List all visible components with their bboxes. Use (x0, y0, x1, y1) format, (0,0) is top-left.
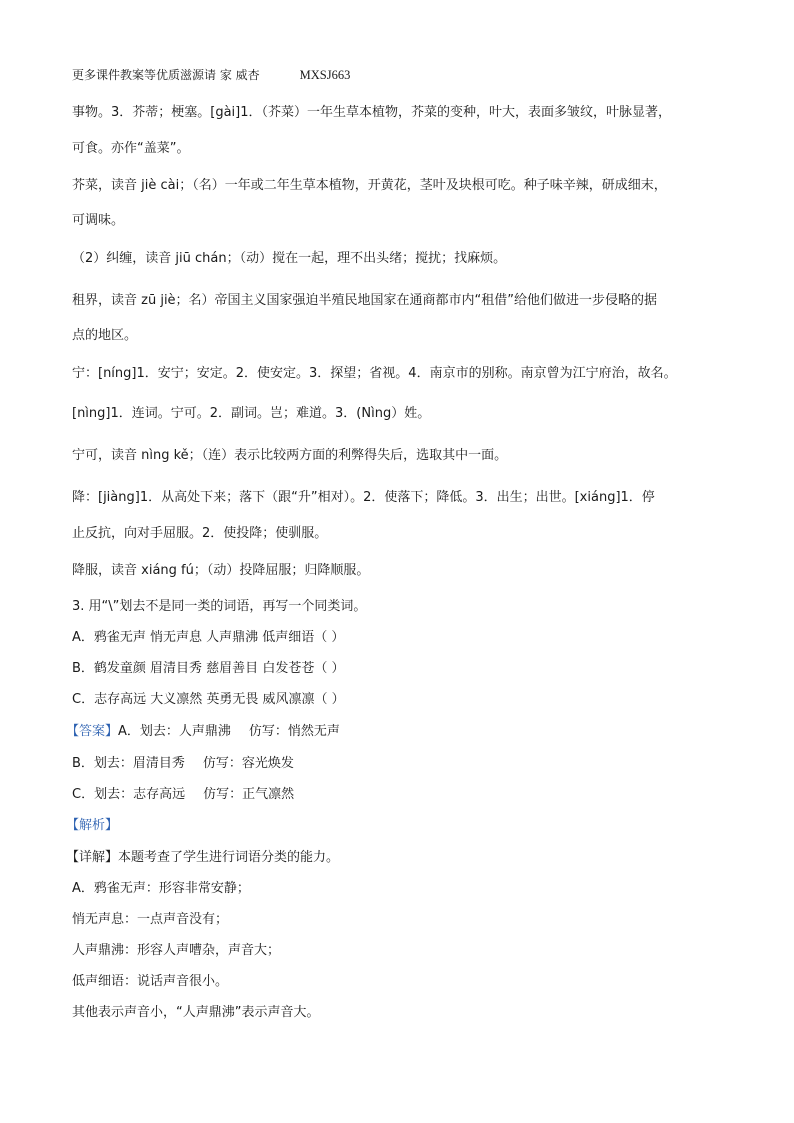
answer-a-text: A．划去：人声鼎沸 (118, 724, 231, 739)
detail-line (66, 850, 716, 866)
analysis-line: 低声细语：说话声音很小。 (72, 974, 229, 989)
answer-b-text: B．划去：眉清目秀 (72, 756, 185, 771)
paragraph-line: 芥菜，读音 jiè cài；（名）一年或二年生草本植物，开黄花，茎叶及块根可吃。种子味辛辣，研成细末， (72, 178, 667, 193)
paragraph-line: 事物。3．芥蒂；梗塞。[gài]1．（芥菜）一年生草本植物，芥菜的变种，叶大，表面多皱纹，叶脉显著， (72, 105, 672, 120)
answer-c-write: 仿写：正气凛然 (203, 787, 295, 802)
paragraph-line: 宁：[níng]1．安宁；安定。2．使安定。3．探望；省视。4．南京市的别称。南京曾为江宁府治，故名。 (72, 366, 677, 381)
detail-tag: 【详解】 (66, 850, 119, 865)
analysis-tag-text: 【解析】 (66, 818, 119, 833)
question-option: A．鸦雀无声 悄无声息 人声鼎沸 低声细语（ ） (72, 630, 345, 645)
answer-tag: 【答案】 (66, 724, 119, 739)
answer-b-write: 仿写：容光焕发 (202, 756, 294, 771)
detail-text: 本题考查了学生进行词语分类的能力。 (118, 850, 340, 865)
paragraph-line: 止反抗，向对手屈服。2．使投降；使驯服。 (72, 526, 328, 541)
header-code: MXSJ663 (299, 68, 351, 82)
paragraph-line: [nìng]1．连词。宁可。2．副词。岂；难道。3．(Nìng）姓。 (72, 406, 431, 421)
paragraph-line: 点的地区。 (72, 328, 138, 343)
header-text: 更多课件教案等优质滋源请 家 威杏 (72, 68, 260, 82)
answer-line-c (72, 787, 722, 803)
paragraph-line: 降：[jiàng]1．从高处下来；落下（跟“升”相对）。2．使落下；降低。3．出生；出世。[xiáng]1．停 (72, 490, 655, 505)
answer-line-a (66, 724, 716, 740)
analysis-line: A．鸦雀无声：形容非常安静； (72, 881, 250, 896)
paragraph-line: 租界，读音 zū jiè；名）帝国主义国家强迫半殖民地国家在通商都市内“租借”给他们做进一步侵略的据 (72, 293, 658, 308)
paragraph-line: 降服，读音 xiáng fú；（动）投降屈服；归降顺服。 (72, 563, 370, 578)
question-stem: 3. 用“\”划去不是同一类的词语，再写一个同类词。 (72, 599, 367, 614)
paragraph-line: 可调味。 (72, 213, 125, 228)
answer-c-text: C．划去：志存高远 (72, 787, 186, 802)
analysis-line: 人声鼎沸：形容人声嘈杂，声音大； (72, 943, 281, 958)
answer-a-write: 仿写：悄然无声 (248, 724, 340, 739)
question-option: B．鹤发童颜 眉清目秀 慈眉善目 白发苍苍（ ） (72, 661, 345, 676)
answer-line-b (72, 756, 722, 772)
analysis-line: 悄无声息：一点声音没有； (72, 912, 229, 927)
paragraph-line: 宁可，读音 nìng kě；（连）表示比较两方面的利弊得失后，选取其中一面。 (72, 448, 508, 463)
page-header (72, 67, 722, 83)
analysis-line: 其他表示声音小，“人声鼎沸”表示声音大。 (72, 1005, 320, 1020)
question-option: C．志存高远 大义凛然 英勇无畏 威风凛凛（ ） (72, 692, 345, 707)
paragraph-line: （2）纠缠，读音 jiū chán；（动）搅在一起，理不出头绪；搅扰；找麻烦。 (72, 251, 507, 266)
paragraph-line: 可食。亦作“盖菜”。 (72, 141, 190, 156)
analysis-tag (66, 818, 716, 834)
